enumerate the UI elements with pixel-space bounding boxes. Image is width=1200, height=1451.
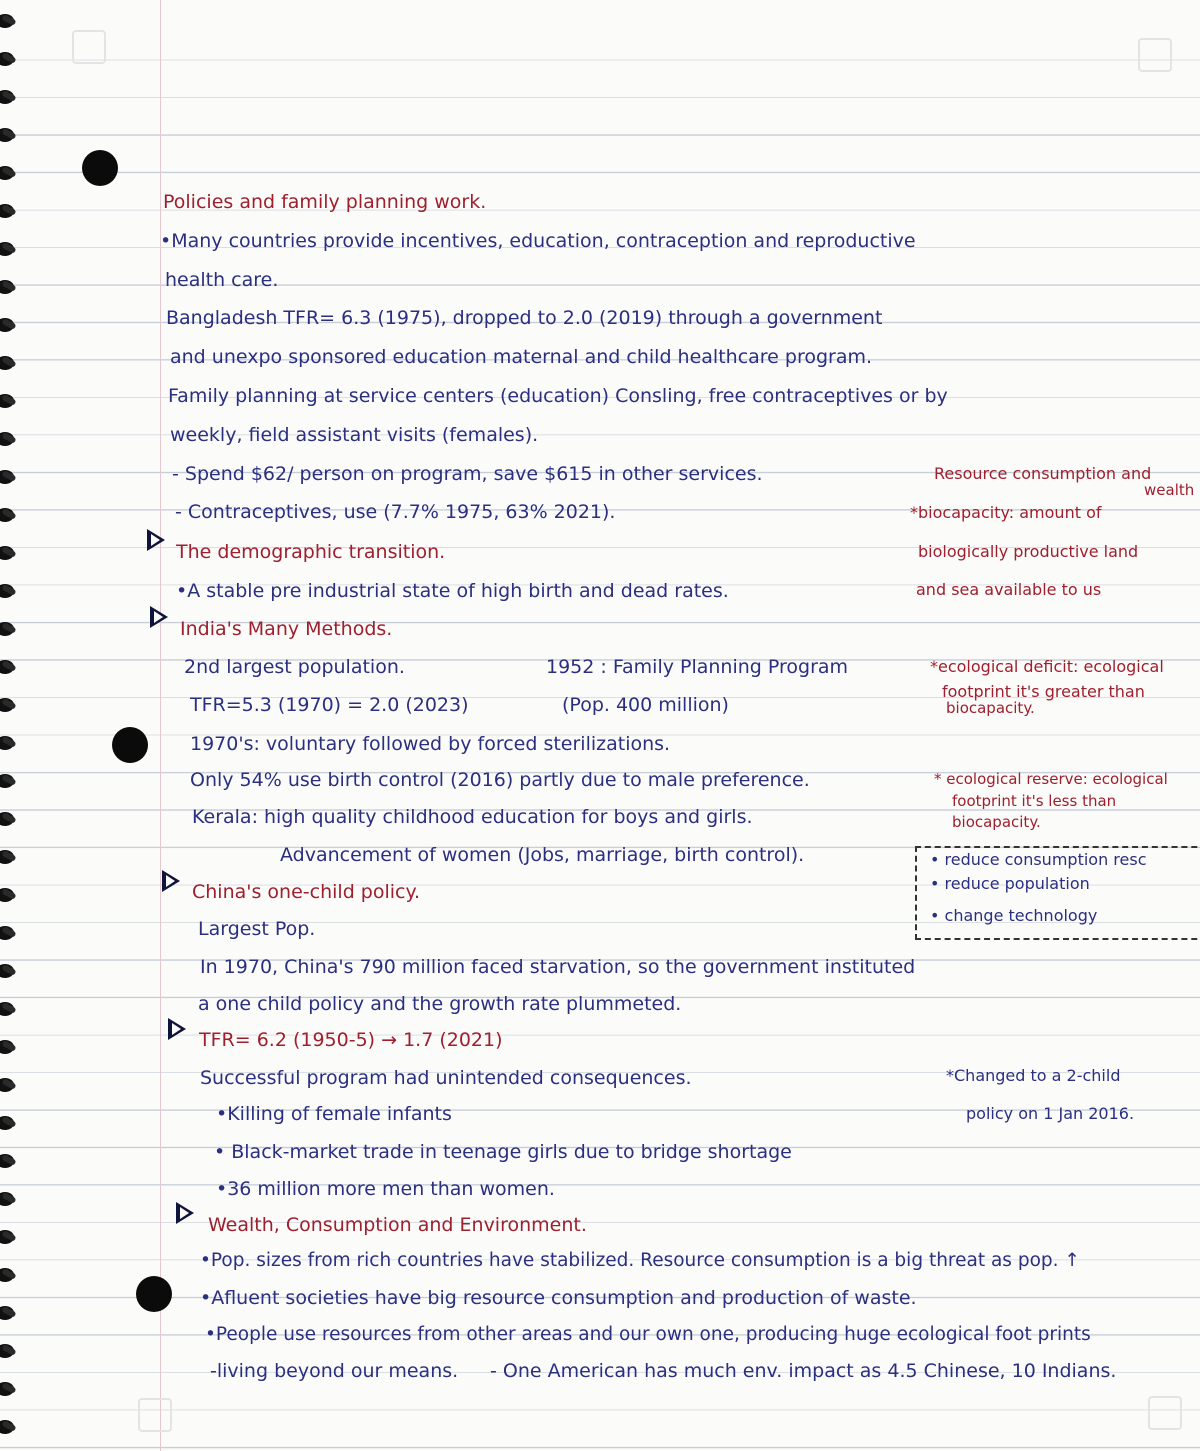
page-corner-mark-top-left: [72, 30, 106, 64]
sidebar-definition: footprint it's less than: [952, 792, 1117, 810]
solution-item: • reduce population: [930, 874, 1090, 893]
note-line: TFR= 6.2 (1950-5) → 1.7 (2021): [199, 1029, 503, 1051]
spiral-coil: [0, 774, 14, 788]
punch-hole-middle: [112, 727, 148, 763]
spiral-coil: [0, 1192, 14, 1206]
sidebar-heading: Resource consumption and: [934, 464, 1152, 483]
spiral-coil: [0, 964, 14, 978]
spiral-coil: [0, 1078, 14, 1092]
triangle-bullet-icon: [162, 870, 180, 892]
spiral-coil: [0, 204, 14, 218]
triangle-bullet-icon: [147, 529, 165, 551]
spiral-coil: [0, 166, 14, 180]
sidebar-definition: biocapacity.: [946, 699, 1035, 717]
note-line: Advancement of women (Jobs, marriage, birth control).: [280, 844, 805, 866]
spiral-coil: [0, 280, 14, 294]
demographic-heading: The demographic transition.: [176, 541, 446, 563]
triangle-bullet-icon: [150, 606, 168, 628]
note-line: weekly, field assistant visits (females).: [170, 424, 539, 446]
triangle-bullet-icon: [176, 1202, 194, 1224]
spiral-coil: [0, 926, 14, 940]
spiral-coil: [0, 432, 14, 446]
spiral-coil: [0, 1002, 14, 1016]
note-line: 1952 : Family Planning Program: [546, 656, 849, 678]
spiral-coil: [0, 736, 14, 750]
china-heading: China's one-child policy.: [192, 881, 421, 903]
spiral-coil: [0, 584, 14, 598]
sidebar-definition: *ecological deficit: ecological: [930, 657, 1164, 676]
india-heading: India's Many Methods.: [180, 618, 393, 640]
page-corner-mark-bottom-right: [1148, 1396, 1182, 1430]
spiral-coil: [0, 470, 14, 484]
note-line: - One American has much env. impact as 4.5 Chinese, 10 Indians.: [490, 1360, 1117, 1382]
note-line: Only 54% use birth control (2016) partly due to male preference.: [190, 769, 810, 791]
spiral-coil: [0, 812, 14, 826]
wealth-heading: Wealth, Consumption and Environment.: [208, 1214, 587, 1236]
spiral-binding: [0, 0, 40, 1451]
note-line: •People use resources from other areas and our own one, producing huge ecological foot prints: [205, 1324, 1091, 1345]
note-line: Kerala: high quality childhood education for boys and girls.: [192, 806, 753, 828]
note-line: a one child policy and the growth rate plummeted.: [198, 993, 682, 1015]
page-corner-mark-bottom-left: [138, 1398, 172, 1432]
spiral-coil: [0, 1268, 14, 1282]
note-line: Bangladesh TFR= 6.3 (1975), dropped to 2.0 (2019) through a government: [166, 307, 883, 329]
spiral-coil: [0, 1116, 14, 1130]
spiral-coil: [0, 242, 14, 256]
page-corner-mark-top-right: [1138, 38, 1172, 72]
note-line: In 1970, China's 790 million faced starvation, so the government instituted: [200, 956, 916, 978]
policies-heading: Policies and family planning work.: [163, 191, 487, 213]
note-line: Successful program had unintended consequences.: [200, 1067, 692, 1089]
note-line: •Many countries provide incentives, education, contraception and reproductive: [160, 230, 916, 252]
sidebar-note: *Changed to a 2-child: [946, 1066, 1121, 1085]
spiral-coil: [0, 1382, 14, 1396]
note-line: •Afluent societies have big resource consumption and production of waste.: [200, 1287, 917, 1309]
spiral-coil: [0, 622, 14, 636]
spiral-coil: [0, 52, 14, 66]
spiral-coil: [0, 508, 14, 522]
note-line: -living beyond our means.: [210, 1360, 459, 1382]
note-line: •Pop. sizes from rich countries have stabilized. Resource consumption is a big threat as pop. ↑: [200, 1250, 1080, 1271]
punch-hole-top: [82, 150, 118, 186]
note-line: - Contraceptives, use (7.7% 1975, 63% 2021).: [175, 501, 616, 523]
sidebar-definition: *biocapacity: amount of: [910, 503, 1102, 522]
note-line: •36 million more men than women.: [216, 1178, 555, 1200]
spiral-coil: [0, 1154, 14, 1168]
note-line: • Black-market trade in teenage girls due to bridge shortage: [214, 1141, 792, 1163]
note-line: Family planning at service centers (education) Consling, free contraceptives or by: [168, 385, 948, 407]
spiral-coil: [0, 356, 14, 370]
spiral-coil: [0, 128, 14, 142]
note-line: 1970's: voluntary followed by forced sterilizations.: [190, 733, 671, 755]
triangle-bullet-icon: [168, 1018, 186, 1040]
spiral-coil: [0, 90, 14, 104]
note-line: and unexpo sponsored education maternal and child healthcare program.: [170, 346, 873, 368]
sidebar-definition: and sea available to us: [916, 580, 1102, 599]
spiral-coil: [0, 698, 14, 712]
sidebar-definition: * ecological reserve: ecological: [934, 770, 1168, 788]
spiral-coil: [0, 546, 14, 560]
note-line: 2nd largest population.: [184, 656, 405, 678]
margin-line: [160, 0, 161, 1451]
note-line: Largest Pop.: [198, 918, 316, 940]
spiral-coil: [0, 318, 14, 332]
punch-hole-bottom: [136, 1276, 172, 1312]
note-line: - Spend $62/ person on program, save $615 in other services.: [172, 463, 763, 485]
solution-item: • change technology: [930, 906, 1098, 925]
solution-item: • reduce consumption resc: [930, 850, 1147, 869]
spiral-coil: [0, 394, 14, 408]
sidebar-definition: biocapacity.: [952, 813, 1041, 831]
sidebar-heading: wealth: [1144, 481, 1195, 499]
spiral-coil: [0, 1306, 14, 1320]
spiral-coil: [0, 660, 14, 674]
spiral-coil: [0, 1344, 14, 1358]
spiral-coil: [0, 888, 14, 902]
spiral-coil: [0, 1420, 14, 1434]
sidebar-definition: biologically productive land: [918, 542, 1139, 561]
sidebar-note: policy on 1 Jan 2016.: [966, 1104, 1135, 1123]
note-line: health care.: [165, 269, 279, 291]
note-line: TFR=5.3 (1970) = 2.0 (2023): [190, 694, 469, 716]
spiral-coil: [0, 850, 14, 864]
sidebar-definition: footprint it's greater than: [942, 682, 1145, 701]
spiral-coil: [0, 14, 14, 28]
note-line: •A stable pre industrial state of high birth and dead rates.: [176, 580, 729, 602]
note-line: •Killing of female infants: [216, 1103, 452, 1125]
spiral-coil: [0, 1230, 14, 1244]
note-line: (Pop. 400 million): [562, 694, 729, 716]
spiral-coil: [0, 1040, 14, 1054]
